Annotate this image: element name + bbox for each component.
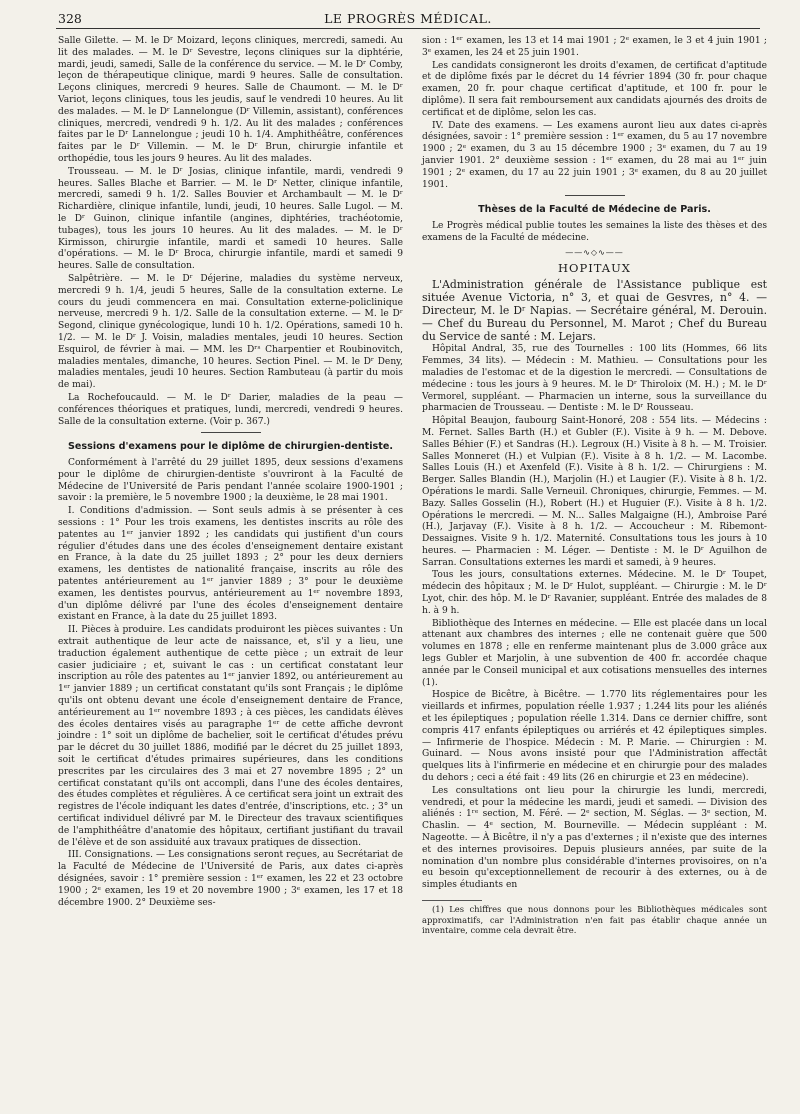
paragraph: sion : 1ᵉʳ examen, les 13 et 14 mai 1901 ; 2ᵉ examen, le 3 et 4 juin 1901 ; 3ᵉ examen, les 24 et 25 juin 1901. [422, 36, 767, 58]
footnote-rule [422, 900, 482, 901]
paragraph: II. Pièces à produire. Les candidats produiront les pièces suivantes : Un extrait authentique de leur acte de naissance, et, s'il y a lieu, une traduction également authentique de cette pièce ; un extrait de leur casier judiciaire ; et, suivant le cas : un certificat constatant leur inscription au rôle des patentes au 1ᵉʳ janvier 1892, ou antérieurement au 1ᵉʳ janvier 1889 ; un certificat constatant qu'ils sont Français ; le diplôme qu'ils ont obtenu devant une école d'enseignement dentaire de France, antérieurement au 1ᵉʳ novembre 1893 ; à ces pièces, les candidats élèves des écoles dentaires visés au paragraphe 1ᵉʳ de cette affiche devront joindre : 1° soit un diplôme de bachelier, soit le certificat d'études prévu par le décret du 30 juillet 1886, modifié par le décret du 25 juillet 1893, soit le certificat d'études primaires supérieures, dans les conditions prescrites par les circulaires des 3 mai et 27 novembre 1895 ; 2° un certificat constatant qu'ils ont accompli, dans l'une des écoles dentaires, des études complètes et régulières. À ce certificat sera joint un extrait des registres de l'école indiquant les dates d'entrée, d'inscriptions, etc. ; 3° un certificat individuel délivré par M. le Directeur des travaux scientifiques de l'amphithéâtre d'anatomie des hôpitaux, certifiant justifiant du travail de l'élève et de son assiduité aux travaux pratiques de dissection. [58, 625, 403, 848]
paragraph: Bibliothèque des Internes en médecine. — Elle est placée dans un local attenant aux chambres des internes ; elle ne contenait guère que 500 volumes en 1878 ; elle en renferme maintenant plus de 3.000 grâce aux legs Gubler et Marjolin, à une subvention de 400 fr. accordée chaque année par le Conseil municipal et aux cotisations mensuelles des internes (1). [422, 618, 767, 688]
paragraph: Les candidats consigneront les droits d'examen, de certificat d'aptitude et de diplôme fixés par le décret du 14 février 1894 (30 fr. pour chaque examen, 20 fr. pour chaque certificat d'aptitude, et 100 fr. pour le diplôme). Il sera fait remboursement aux candidats ajournés des droits de certificat et de diplôme, selon les cas. [422, 60, 767, 118]
paragraph: Hôpital Andral, 35, rue des Tournelles : 100 lits (Hommes, 66 lits Femmes, 34 lits). — Médecin : M. Mathieu. — Consultations pour les maladies de l'estomac et de la digestion le mercredi. — Consultations de médecine : tous les jours à 9 heures. M. le Dʳ Thiroloix (M. H.) ; M. le Dʳ Vermorel, suppléant. — Pharmacien un interne, sous la surveillance du pharmacien de Trousseau. — Dentiste : M. le Dʳ Rousseau. [422, 344, 767, 414]
paragraph: Hospice de Bicêtre, à Bicêtre. — 1.770 lits réglementaires pour les vieillards et infirmes, population réelle 1.937 ; 1.244 lits pour les aliénés et les épileptiques ; population réelle 1.314. Dans ce dernier chiffre, sont compris 417 enfants épileptiques ou arriérés et 42 épileptiques simples. — Infirmerie de l'hospice. Médecin : M. P. Marie. — Chirurgien : M. Guinard. — Nous avons insisté pour que l'Administration affectât quelques lits à l'infirmerie en médecine et en chirurgie pour des malades du dehors ; ceci a été fait : 49 lits (26 en chirurgie et 23 en médecine). [422, 690, 767, 784]
right-column [422, 36, 767, 1108]
divider [565, 195, 625, 196]
paragraph: Hôpital Beaujon, faubourg Saint-Honoré, 208 : 554 lits. — Médecins : M. Fernet. Salles Barth (H.) et Gubler (F.). Visite à 9 h. — M. Debove. Salles Béhier (F.) et Sandras (H.). Legroux (H.) Visite à 8 h. — M. Troisier. Salles Monneret (H.) et Vulpian (F.). Visite à 8 h. 1/2. — M. Lacombe. Salles Louis (H.) et Axenfeld (F.). Visite à 8 h. 1/2. — Chirurgiens : M. Berger. Salles Blandin (H.), Marjolin (H.) et Laugier (F.). Visite à 8 h. 1/2. Opérations le mardi. Salle Verneuil. Chroniques, chirurgie, Femmes. — M. Bazy. Salles Gosselin (H.), Robert (H.) et Huguier (F.). Visite à 8 h. 1/2. Opérations le mercredi. — M. N... Salles Malgaigne (H.), Ambroise Paré (H.), Jarjavay (F.). Visite à 8 h. 1/2. — Accoucheur : M. Ribemont-Dessaignes. Visite 9 h. 1/2. Maternité. Consultations tous les jours à 10 heures. — Pharmacien : M. Léger. — Dentiste : M. le Dʳ Aguilhon de Sarran. Consultations externes les mardi et samedi, à 9 heures. [422, 416, 767, 568]
paragraph: IV. Date des examens. — Les examens auront lieu aux dates ci-après désignées, savoir : 1° première session : 1ᵉʳ examen, du 5 au 17 novembre 1900 ; 2ᵉ examen, du 3 au 15 décembre 1900 ; 3ᵉ examen, du 7 au 19 janvier 1901. 2° deuxième session : 1ᵉʳ examen, du 28 mai au 1ᵉʳ juin 1901 ; 2ᵉ examen, du 17 au 22 juin 1901 ; 3ᵉ examen, du 8 au 20 juillet 1901. [422, 120, 767, 190]
paragraph: Le Progrès médical publie toutes les semaines la liste des thèses et des examens de la Faculté de médecine. [422, 221, 767, 243]
page-number: 328 [58, 11, 82, 26]
lead-paragraph: L'Administration générale de l'Assistance publique est située Avenue Victoria, n° 3, et quai de Gesvres, n° 4. — Directeur, M. le Dʳ Napias. — Secrétaire général, M. Derouin. — Chef du Bureau du Personnel, M. Marot ; Chef du Bureau du Service de santé : M. Lejars. [422, 278, 767, 344]
divider [201, 432, 261, 433]
paragraph: Conformément à l'arrêté du 29 juillet 1895, deux sessions d'examens pour le diplôme de chirurgien-dentiste s'ouvriront à la Faculté de Médecine de l'Université de Paris pendant l'année scolaire 1900-1901 ; savoir : la première, le 5 novembre 1900 ; la deuxième, le 28 mai 1901. [58, 458, 403, 504]
paragraph: La Rochefoucauld. — M. le Dʳ Darier, maladies de la peau — conférences théoriques et pratiques, lundi, mercredi, vendredi 9 heures. Salle de la consultation externe. (Voir p. 367.) [58, 392, 403, 427]
paragraph: III. Consignations. — Les consignations seront reçues, au Secrétariat de la Faculté de Médecine de l'Université de Paris, aux dates ci-après désignées, savoir : 1° première session : 1ᵉʳ examen, les 22 et 23 octobre 1900 ; 2ᵉ examen, les 19 et 20 novembre 1900 ; 3ᵉ examen, les 17 et 18 décembre 1900. 2° Deuxième ses- [58, 850, 403, 908]
page-header [58, 11, 758, 27]
ornament-divider: ——∿◇∿—— [565, 247, 624, 257]
paragraph: Les consultations ont lieu pour la chirurgie les lundi, mercredi, vendredi, et pour la médecine les mardi, jeudi et samedi. — Division des aliénés : 1ʳᵉ section, M. Féré. — 2ᵉ section, M. Séglas. — 3ᵉ section, M. Chaslin. — 4ᵉ section, M. Bourneville. — Médecin suppléant : M. Nageotte. — À Bicêtre, il n'y a pas d'externes ; il n'existe que des internes et des internes provisoires. Depuis plusieurs années, par suite de la nomination d'un nombre plus considérable d'internes provisoires, on n'a eu besoin qu'exceptionnellement de recourir à des externes, ou à de simples étudiants en [422, 785, 767, 891]
paragraph: Salle Gilette. — M. le Dʳ Moizard, leçons cliniques, mercredi, samedi. Au lit des malades. — M. le Dʳ Sevestre, leçons cliniques sur la diphtérie, mardi, jeudi, samedi, Salle de la conférence du service. — M. le Dʳ Comby, leçon de thérapeutique clinique, mardi 9 heures. Salle de consultation. Leçons cliniques, mercredi 9 heures. Salle de Chaumont. — M. le Dʳ Variot, leçons cliniques, tous les jeudis, sauf le vendredi 10 heures. Au lit des malades. — M. le Dʳ Lannelongue (Dʳ Villemin, assistant), conférences cliniques, mercredi, vendredi 9 h. 1/2. Au lit des malades ; conférences faites par le Dʳ Lannelongue ; jeudi 10 h. 1/4. Amphithéâtre, conférences faites par le Dʳ Villemin. — M. le Dʳ Brun, chirurgie infantile et orthopédie, tous les jours 9 heures. Au lit des malades. [58, 36, 403, 164]
header-rule [56, 28, 760, 29]
section-title-hopitaux: HOPITAUX [558, 260, 631, 275]
paragraph: Salpêtrière. — M. le Dʳ Déjerine, maladies du système nerveux, mercredi 9 h. 1/4, jeudi 5 heures, Salle de la consultation externe. Le cours du jeudi commencera en mai. Consultation externe-policlinique nerveuse, mercredi 9 h. 1/2. Salle de la consultation externe. — M. le Dʳ Segond, clinique gynécologique, lundi 10 h. 1/2. Opérations, samedi 10 h. 1/2. — M. le Dʳ J. Voisin, maladies mentales, jeudi 10 heures. Section Esquirol, de février à mai. — MM. les Dʳˢ Charpentier et Roubinovitch, maladies mentales, dimanche, 10 heures. Section Pinel. — M. le Dʳ Deny, maladies mentales, jeudi 10 heures. Section Rambuteau (à partir du mois de mai). [58, 273, 403, 391]
paragraph: I. Conditions d'admission. — Sont seuls admis à se présenter à ces sessions : 1° Pour les trois examens, les dentistes inscrits au rôle des patentes au 1ᵉʳ janvier 1892 ; les candidats qui justifient d'un cours régulier d'études dans une des écoles d'enseignement dentaire existant en France, à la date du 25 juillet 1893 ; 2° pour les deux derniers examens, les dentistes de nationalité française, inscrits au rôle des patentes antérieurement au 1ᵉʳ janvier 1889 ; 3° pour le deuxième examen, les dentistes pourvus, antérieurement au 1ᵉʳ novembre 1893, d'un diplôme délivré par l'une des écoles d'enseignement dentaire existant en France, à la date du 25 juillet 1893. [58, 506, 403, 623]
journal-title: LE PROGRÈS MÉDICAL. [324, 11, 492, 26]
section-title: Thèses de la Faculté de Médecine de Paris. [478, 204, 711, 216]
left-column [58, 36, 403, 1108]
paragraph: Trousseau. — M. le Dʳ Josias, clinique infantile, mardi, vendredi 9 heures. Salles Blache et Barrier. — M. le Dʳ Netter, clinique infantile, mercredi, samedi 9 h. 1/2. Salles Bouvier et Archambault — M. le Dʳ Richardière, clinique infantile, lundi, jeudi, 10 heures. Salle Lugol. — M. le Dʳ Guinon, clinique infantile (angines, diphtéries, trachéotomie, tubages), tous les jours 10 heures. Au lit des malades. — M. le Dʳ Kirmisson, chirurgie infantile, mardi et samedi 10 heures. Salle d'opérations. — M. le Dʳ Broca, chirurgie infantile, mardi et samedi 9 heures. Salle de consultation. [58, 166, 403, 272]
section-title: Sessions d'examens pour le diplôme de chirurgien-dentiste. [67, 441, 393, 453]
footnote: (1) Les chiffres que nous donnons pour les Bibliothèques médicales sont approximatifs, car l'Administration n'en fait pas établir chaque année un inventaire, comme cela devrait être. [422, 904, 767, 935]
paragraph: Tous les jours, consultations externes. Médecine. M. le Dʳ Toupet, médecin des hôpitaux ; M. le Dʳ Hulot, suppléant. — Chirurgie : M. le Dʳ Lyot, chir. des hôp. M. le Dʳ Ravanier, suppléant. Entrée des malades de 8 h. à 9 h. [422, 570, 767, 616]
